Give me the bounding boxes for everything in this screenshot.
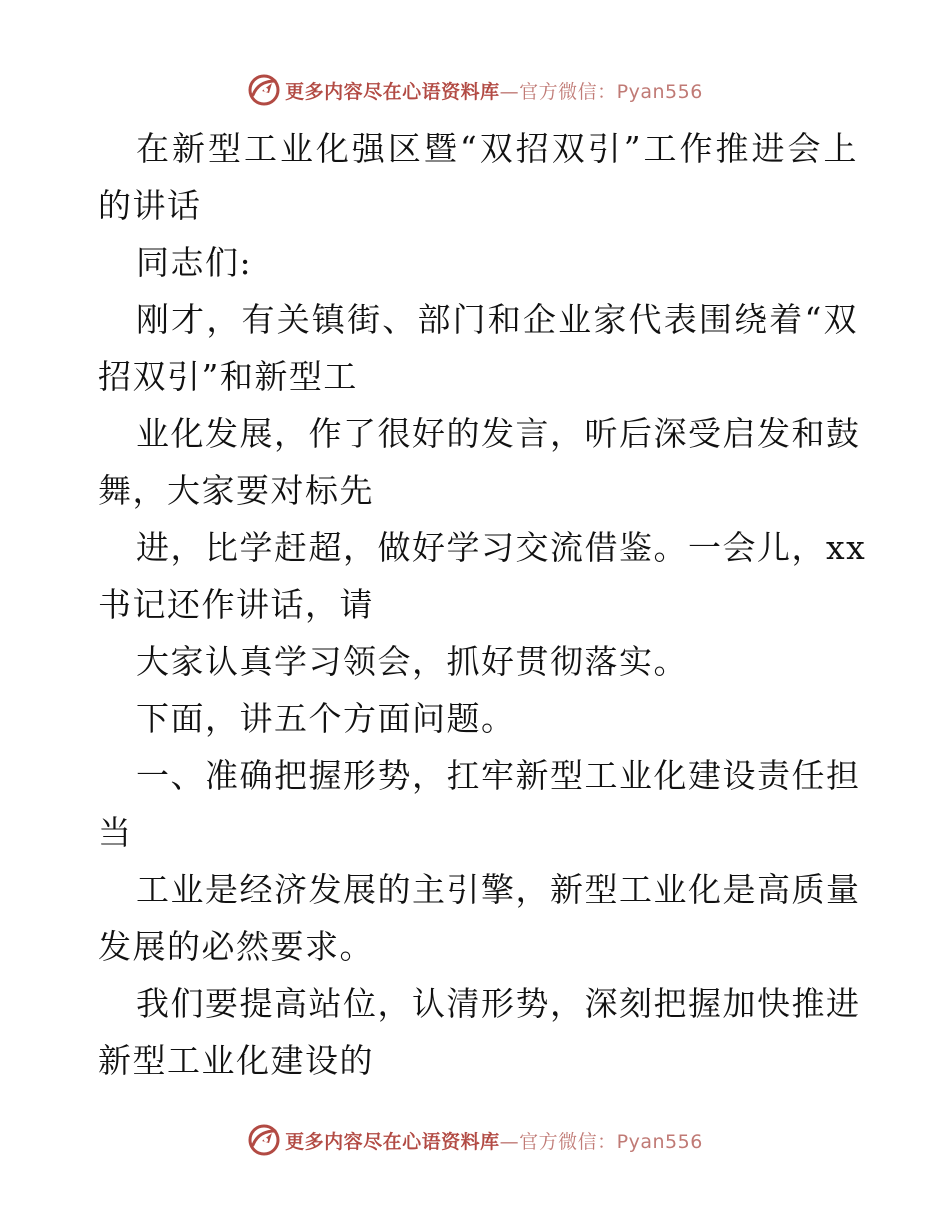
text-line: 工业是经济发展的主引擎，新型工业化是高质量 bbox=[136, 870, 861, 909]
text-line: 业化发展，作了很好的发言，听后深受启发和鼓 bbox=[136, 414, 861, 453]
text-line: 当 bbox=[98, 813, 133, 852]
pen-logo-icon bbox=[247, 73, 281, 107]
watermark-text bbox=[285, 77, 703, 104]
text-line: 的讲话 bbox=[98, 186, 202, 225]
text-line: 下面，讲五个方面问题。 bbox=[136, 699, 516, 738]
pen-logo-icon bbox=[247, 1123, 281, 1157]
watermark-contact: —官方微信：Pyan556 bbox=[499, 1130, 703, 1153]
text-line: 书记还作讲话，请 bbox=[98, 585, 374, 624]
document-body bbox=[98, 120, 867, 1089]
watermark-brand: 更多内容尽在心语资料库 bbox=[285, 80, 500, 103]
text-line: 新型工业化建设的 bbox=[98, 1041, 374, 1080]
watermark-header bbox=[0, 70, 950, 110]
watermark-brand: 更多内容尽在心语资料库 bbox=[285, 1130, 500, 1153]
watermark-footer bbox=[0, 1120, 950, 1160]
text-line: 在新型工业化强区暨“双招双引”工作推进会上 bbox=[136, 129, 858, 168]
watermark-text bbox=[285, 1127, 703, 1154]
text-line: 大家认真学习领会，抓好贯彻落实。 bbox=[136, 642, 688, 681]
text-line: 舞，大家要对标先 bbox=[98, 471, 374, 510]
text-line: 一、准确把握形势，扛牢新型工业化建设责任担 bbox=[136, 756, 861, 795]
text-line: 招双引”和新型工 bbox=[98, 357, 358, 396]
text-line: 进，比学赶超，做好学习交流借鉴。一会儿，xx bbox=[136, 528, 867, 567]
watermark-contact: —官方微信：Pyan556 bbox=[499, 80, 703, 103]
text-line: 发展的必然要求。 bbox=[98, 927, 374, 966]
text-line: 我们要提高站位，认清形势，深刻把握加快推进 bbox=[136, 984, 861, 1023]
text-line: 刚才，有关镇街、部门和企业家代表围绕着“双 bbox=[136, 300, 858, 339]
text-line: 同志们: bbox=[136, 243, 253, 282]
